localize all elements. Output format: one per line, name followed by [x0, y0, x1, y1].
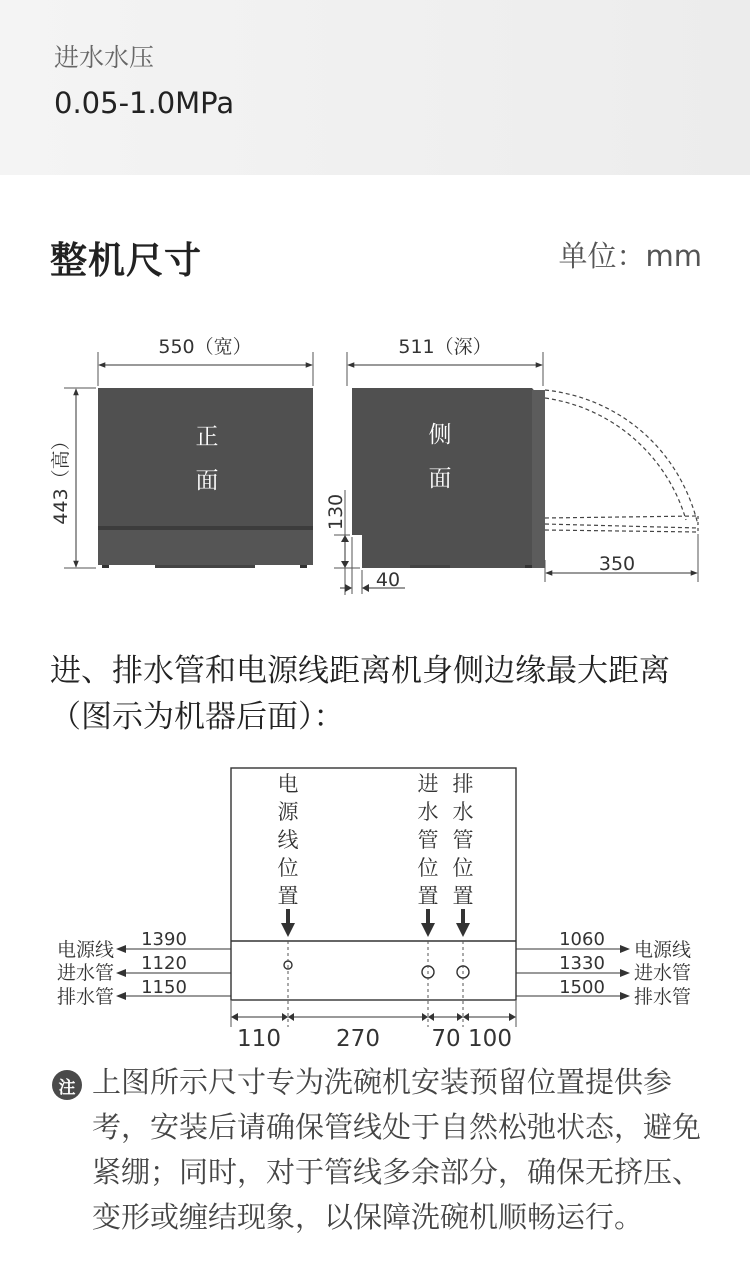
width-label: 550（宽）	[158, 336, 252, 358]
rear-diagram	[0, 765, 750, 1055]
power-position-label	[278, 772, 300, 908]
unit-label: 单位：mm	[558, 239, 702, 273]
svg-text:置: 置	[277, 884, 299, 908]
section-title: 整机尺寸	[50, 239, 202, 282]
inlet-position-label	[418, 772, 439, 908]
front-door-bottom	[98, 530, 313, 565]
right-value-drain: 1500	[559, 977, 605, 998]
right-label-power: 电源线	[634, 939, 692, 961]
side-label-1: 侧	[428, 422, 452, 448]
left-value-inlet: 1120	[141, 953, 187, 974]
left-label-power: 电源线	[56, 939, 114, 961]
inlet-pressure-value: 0.05-1.0MPa	[54, 86, 235, 120]
svg-text:位: 位	[452, 856, 474, 880]
svg-text:位: 位	[417, 856, 439, 880]
svg-text:水: 水	[417, 800, 439, 824]
right-value-inlet: 1330	[559, 953, 605, 974]
front-body	[98, 388, 313, 526]
svg-text:源: 源	[277, 800, 299, 824]
bottom-value-1: 110	[237, 1026, 281, 1052]
left-value-power: 1390	[141, 929, 187, 950]
left-value-drain: 1150	[141, 977, 187, 998]
door-open-label: 350	[598, 553, 636, 575]
svg-text:电: 电	[277, 772, 299, 796]
right-label-drain: 排水管	[634, 986, 692, 1008]
side-offset-label: 40	[375, 569, 401, 591]
drain-position-label	[453, 772, 474, 908]
side-height-label: 130	[325, 493, 347, 531]
svg-text:置: 置	[452, 884, 474, 908]
svg-text:位: 位	[277, 856, 299, 880]
svg-text:管: 管	[452, 828, 474, 852]
right-value-power: 1060	[559, 929, 605, 950]
note-text: 上图所示尺寸专为洗碗机安装预留位置提供参考，安装后请确保管线处于自然松弛状态，避免紧绷；同时，对于管线多余部分，确保无挤压、变形或缠结现象，以保障洗碗机顺畅运行。	[92, 1065, 702, 1234]
right-label-inlet: 进水管	[634, 962, 692, 984]
bottom-value-3: 70	[431, 1026, 461, 1052]
svg-text:置: 置	[417, 884, 439, 908]
height-label: 443（高）	[50, 431, 72, 525]
inlet-pressure-label: 进水水压	[54, 43, 155, 72]
left-label-inlet: 进水管	[56, 962, 114, 984]
clearance-paragraph: 进、排水管和电源线距离机身侧边缘最大距离（图示为机器后面）：	[50, 653, 670, 735]
svg-text:水: 水	[452, 800, 474, 824]
left-label-drain: 排水管	[56, 986, 114, 1008]
depth-label: 511（深）	[398, 336, 492, 358]
front-label-1: 正	[195, 424, 219, 450]
svg-text:线: 线	[277, 828, 299, 852]
bottom-value-2: 270	[336, 1026, 380, 1052]
svg-text:进: 进	[417, 772, 439, 796]
note-badge: 注	[52, 1070, 82, 1100]
front-label-2: 面	[195, 468, 219, 494]
svg-text:管: 管	[417, 828, 439, 852]
side-label-2: 面	[428, 466, 452, 492]
bottom-value-4: 100	[468, 1026, 512, 1052]
svg-text:排: 排	[452, 772, 474, 796]
dimensions-diagram	[0, 320, 750, 610]
